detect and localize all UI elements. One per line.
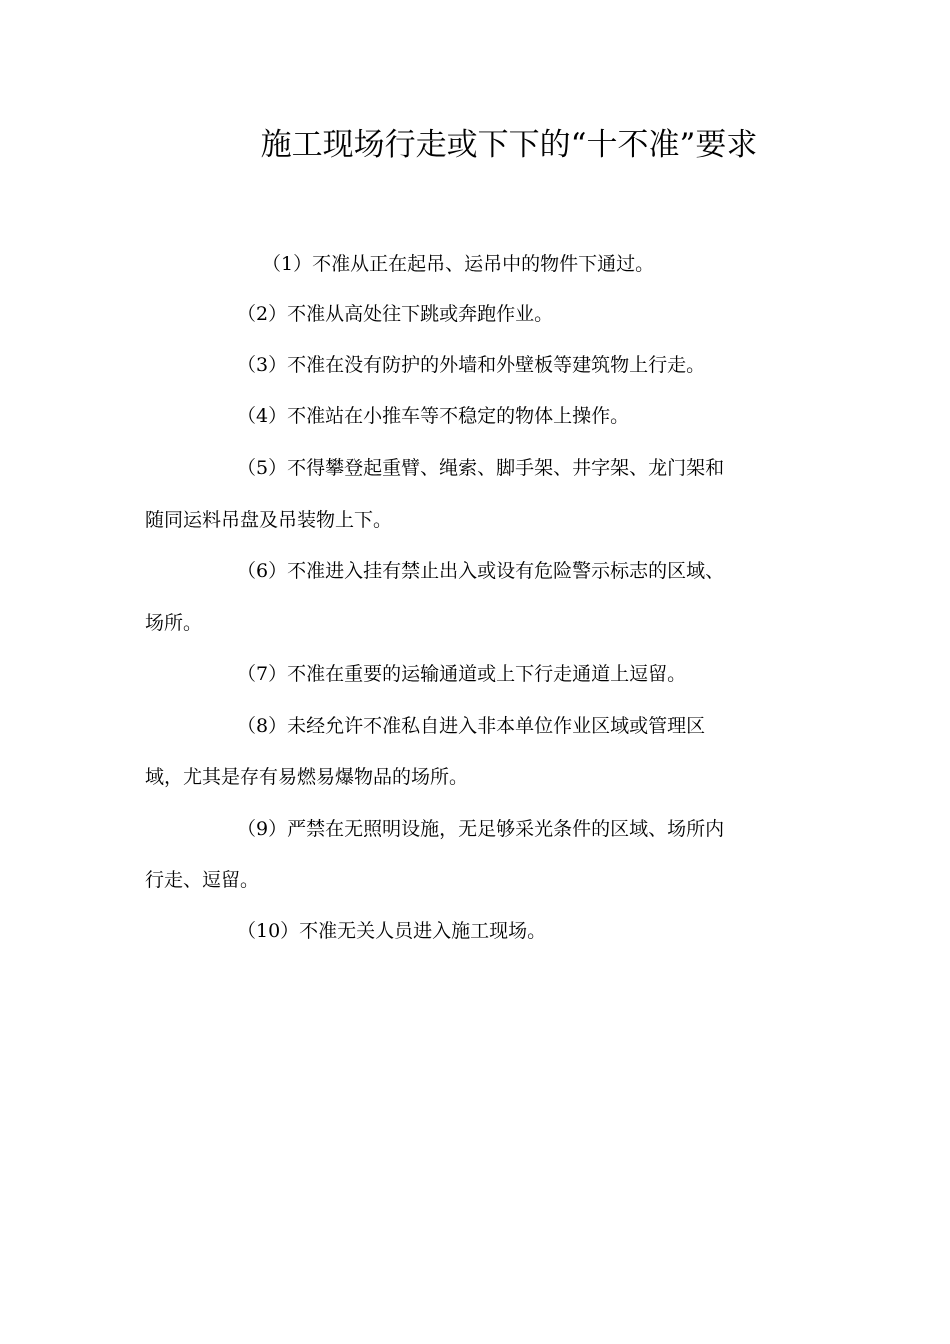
rule-item-5: （5）不得攀登起重臂、绳索、脚手架、井字架、龙门架和 <box>237 457 725 479</box>
rule-item-6: （6）不准进入挂有禁止出入或设有危险警示标志的区域、 <box>237 560 725 582</box>
rule-item-5-continued: 随同运料吊盘及吊装物上下。 <box>145 509 393 531</box>
rule-item-4: （4）不准站在小推车等不稳定的物体上操作。 <box>237 405 630 427</box>
rule-item-7: （7）不准在重要的运输通道或上下行走通道上逗留。 <box>237 663 687 685</box>
rule-item-3: （3）不准在没有防护的外墙和外壁板等建筑物上行走。 <box>237 354 706 376</box>
rule-item-9-continued: 行走、逗留。 <box>145 869 260 891</box>
rule-item-9: （9）严禁在无照明设施，无足够采光条件的区域、场所内 <box>237 818 725 840</box>
rule-item-8-continued: 域，尤其是存有易燃易爆物品的场所。 <box>145 766 469 788</box>
page-title: 施工现场行走或下下的“十不准”要求 <box>260 127 758 163</box>
rule-item-10: （10）不准无关人员进入施工现场。 <box>237 920 547 942</box>
rule-item-2: （2）不准从高处往下跳或奔跑作业。 <box>237 303 554 325</box>
rule-item-6-continued: 场所。 <box>145 612 203 634</box>
rule-item-1: （1）不准从正在起吊、运吊中的物件下通过。 <box>262 253 655 275</box>
rule-item-8: （8）未经允许不准私自进入非本单位作业区域或管理区 <box>237 715 706 737</box>
